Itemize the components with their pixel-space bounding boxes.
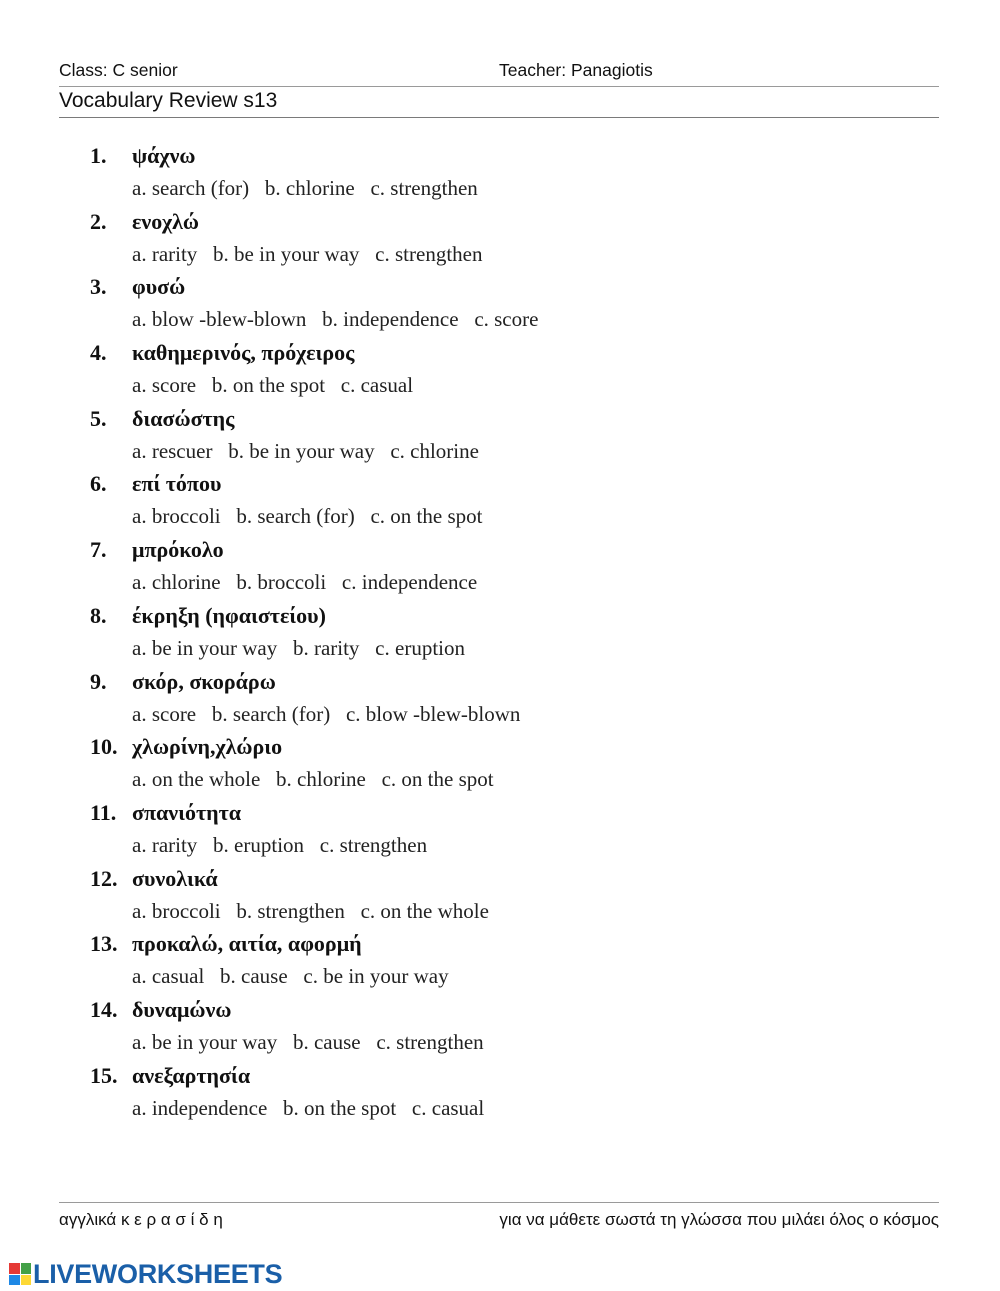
question-heading [90, 340, 354, 366]
title-divider [59, 117, 939, 118]
question-number: 2. [90, 208, 107, 234]
question-number: 10. [90, 734, 118, 760]
question-word: ψάχνω [132, 143, 196, 168]
question-heading [90, 143, 196, 169]
question-item [90, 537, 910, 603]
answer-options[interactable]: a. on the whole b. chlorine c. on the spot [132, 767, 494, 792]
question-heading [90, 1063, 250, 1089]
question-number: 8. [90, 602, 107, 628]
question-number: 1. [90, 143, 107, 168]
question-number: 14. [90, 996, 118, 1022]
question-word: ενοχλώ [132, 208, 200, 234]
answer-options[interactable]: a. score b. on the spot c. casual [132, 373, 414, 398]
question-word: επί τόπου [132, 471, 222, 497]
footer-divider [59, 1202, 939, 1203]
question-number: 3. [90, 274, 107, 300]
question-word: καθημερινός, πρόχειρος [132, 340, 355, 366]
question-heading [90, 537, 224, 563]
question-heading [90, 406, 234, 432]
question-item [90, 471, 910, 537]
answer-options[interactable]: a. rescuer b. be in your way c. chlorine [132, 438, 479, 463]
question-item [90, 340, 910, 406]
question-item [90, 931, 910, 997]
brand-name: LIVEWORKSHEETS [33, 1258, 283, 1289]
question-number: 15. [90, 1062, 118, 1088]
question-item [90, 406, 910, 472]
answer-options[interactable]: a. search (for) b. chlorine c. strengthen [132, 176, 478, 200]
question-word: μπρόκολο [132, 537, 224, 563]
question-word: έκρηξη (ηφαιστείου) [132, 602, 326, 628]
question-heading [90, 734, 282, 760]
question-list [90, 143, 910, 1128]
question-heading [90, 931, 362, 957]
question-number: 12. [90, 865, 118, 891]
question-item [90, 997, 910, 1063]
question-item [90, 143, 910, 209]
question-item [90, 274, 910, 340]
liveworksheets-logo-icon [9, 1263, 31, 1285]
question-item [90, 603, 910, 669]
footer-right-text: για να μάθετε σωστά τη γλώσσα που μιλάει όλος ο κόσμος [499, 1210, 939, 1229]
question-item [90, 209, 910, 275]
answer-options[interactable]: a. rarity b. be in your way c. strengthen [132, 241, 483, 266]
question-heading [90, 274, 185, 300]
answer-options[interactable]: a. score b. search (for) c. blow -blew-blown [132, 701, 521, 726]
class-label: Class: C senior [59, 60, 178, 80]
answer-options[interactable]: a. casual b. cause c. be in your way [132, 964, 449, 989]
question-heading [90, 997, 231, 1023]
question-word: συνολικά [132, 865, 218, 891]
question-item [90, 734, 910, 800]
question-heading [90, 669, 276, 695]
question-word: χλωρίνη,χλώριο [132, 734, 283, 760]
question-item [90, 669, 910, 735]
question-number: 7. [90, 537, 107, 563]
page-title: Vocabulary Review s13 [59, 89, 278, 112]
question-word: διασώστης [132, 405, 235, 431]
question-item [90, 866, 910, 932]
question-heading [90, 866, 218, 892]
question-heading [90, 603, 326, 629]
question-item [90, 1063, 910, 1129]
question-number: 5. [90, 405, 107, 431]
answer-options[interactable]: a. independence b. on the spot c. casual [132, 1095, 485, 1120]
answer-options[interactable]: a. blow -blew-blown b. independence c. score [132, 307, 539, 332]
question-word: φυσώ [132, 274, 186, 300]
question-number: 4. [90, 340, 107, 366]
question-heading [90, 800, 241, 826]
question-heading [90, 209, 199, 235]
answer-options[interactable]: a. be in your way b. cause c. strengthen [132, 1029, 484, 1054]
header-divider [59, 86, 939, 87]
question-word: δυναμώνω [132, 996, 232, 1022]
question-word: ανεξαρτησία [132, 1062, 251, 1088]
question-heading [90, 471, 221, 497]
answer-options[interactable]: a. broccoli b. strengthen c. on the whole [132, 898, 489, 923]
answer-options[interactable]: a. rarity b. eruption c. strengthen [132, 832, 428, 857]
question-word: σπανιότητα [132, 799, 242, 825]
answer-options[interactable]: a. chlorine b. broccoli c. independence [132, 570, 478, 595]
question-word: προκαλώ, αιτία, αφορμή [132, 931, 362, 957]
worksheet-header [59, 60, 939, 86]
answer-options[interactable]: a. be in your way b. rarity c. eruption [132, 635, 465, 660]
question-number: 11. [90, 799, 117, 825]
question-word: σκόρ, σκοράρω [132, 668, 276, 694]
answer-options[interactable]: a. broccoli b. search (for) c. on the spot [132, 504, 483, 529]
question-number: 6. [90, 471, 107, 497]
question-number: 9. [90, 668, 107, 694]
question-item [90, 800, 910, 866]
brand-logo[interactable] [9, 1258, 282, 1290]
teacher-label: Teacher: Panagiotis [499, 60, 653, 80]
footer-left-text: αγγλικά κ ε ρ α σ ί δ η [59, 1210, 223, 1229]
question-number: 13. [90, 931, 118, 957]
